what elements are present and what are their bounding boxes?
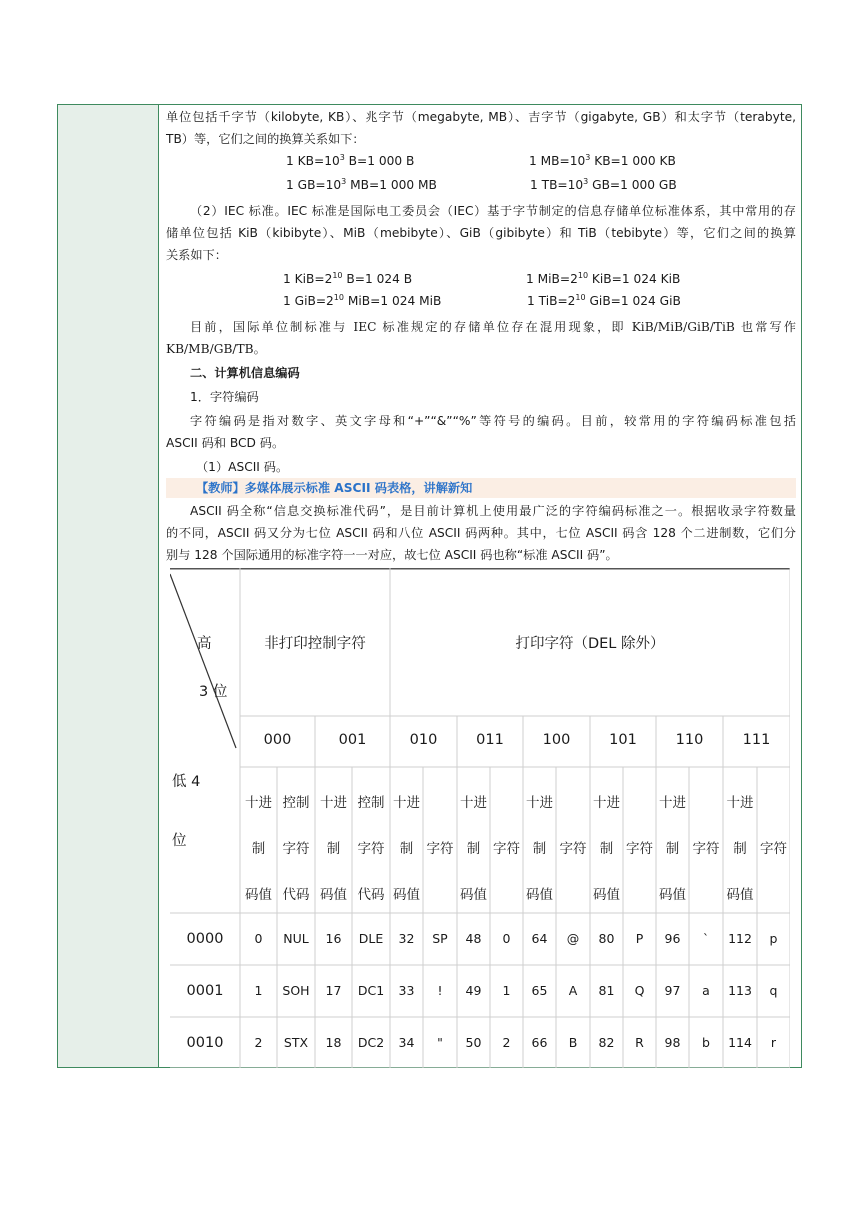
sub-header-char: 字符 (426, 841, 454, 857)
sub-header-line: 制 (399, 841, 414, 857)
formula-kb: 1 $KB=10^3$ B=1 000 B (286, 153, 415, 168)
sub-header-line: 码值 (526, 887, 553, 903)
table-cell: 48 (465, 931, 482, 946)
sub-header-line: 制 (733, 841, 747, 857)
table-cell: 50 (465, 1035, 482, 1050)
table-cell: 98 (664, 1035, 681, 1050)
table-cell: 114 (728, 1035, 752, 1050)
high-code-100: 100 (542, 732, 571, 748)
paragraph-line: ASCII 码全称“信息交换标准代码”，是目前计算机上使用最广泛的字符编码标准之一。根据收录字符数量 (190, 504, 796, 518)
sub-header-decimal (457, 780, 490, 918)
sub-heading: 1．字符编码 (190, 390, 259, 404)
sub-header-decimal (656, 780, 689, 918)
sub-header-decimal (240, 780, 277, 918)
sub-header-line: 码值 (393, 887, 420, 903)
group-header-print: 打印字符（DEL 除外） (515, 636, 665, 652)
table-cell: 2 (502, 1035, 511, 1050)
row-low-code: 0000 (186, 931, 224, 947)
high-code-101: 101 (609, 732, 637, 748)
row-low-code: 0001 (186, 983, 224, 999)
sub-header-line: 控制 (282, 795, 310, 811)
table-cell: 113 (728, 983, 752, 998)
high-code-110: 110 (675, 732, 704, 748)
paragraph-line: （2）IEC 标准。IEC 标准是国际电工委员会（IEC）基于字节制定的信息存储单位标准体系，其中常用的存 (190, 204, 796, 218)
sub-header-line: 十进 (593, 795, 620, 811)
sub-header-decimal (723, 780, 757, 918)
sub-header-line: 代码 (357, 887, 385, 903)
formula-gb: 1 $GB=10^3$ MB=1 000 MB (286, 177, 437, 192)
sub-header-decimal (590, 780, 623, 918)
sub-header-line: 控制 (357, 795, 385, 811)
sub-header-line: 十进 (393, 795, 420, 811)
formula-mib: 1 $MiB=2^{10}$ KiB=1 024 KiB (526, 271, 681, 286)
corner-high-label: 高 (197, 636, 212, 652)
table-cell: 80 (598, 931, 615, 946)
sub-header-line: 码值 (320, 887, 347, 903)
table-cell: P (635, 931, 644, 946)
paragraph-line: 字符编码是指对数字、英文字母和“+”“&”“%”等符号的编码。目前，较常用的字符编码标准包括 (190, 414, 796, 428)
table-cell: 81 (598, 983, 615, 998)
sub-header-char: 字符 (760, 841, 787, 857)
group-header-nonprint: 非打印控制字符 (264, 636, 366, 652)
paragraph-line: TB）等，它们之间的换算关系如下： (166, 132, 365, 146)
paragraph-line: 储单位包括 KiB（kibibyte）、MiB（mebibyte）、GiB（gibibyte）和 TiB（tebibyte）等，它们之间的换算 (166, 226, 796, 240)
ascii-table (170, 568, 790, 1068)
table-cell: NUL (283, 931, 309, 946)
table-cell: 32 (398, 931, 415, 946)
sub-header-line: 制 (466, 841, 481, 857)
table-cell: 112 (728, 931, 752, 946)
table-cell: 17 (325, 983, 342, 998)
sub-header-line: 字符 (357, 841, 385, 857)
table-cell: 16 (325, 931, 342, 946)
table-cell: DC1 (357, 983, 385, 998)
sub-header-line: 字符 (282, 841, 310, 857)
table-cell: ` (702, 931, 710, 946)
paragraph-line: KB/MB/GB/TB。 (166, 342, 266, 356)
sub-header-decimal (523, 780, 556, 918)
section-heading: 二、计算机信息编码 (190, 366, 300, 380)
teacher-note-text: 【教师】多媒体展示标准 ASCII 码表格，讲解新知 (196, 481, 473, 495)
table-cell: R (635, 1035, 644, 1050)
sub-header-decimal (315, 780, 352, 918)
sub-header-control-code (277, 780, 315, 918)
table-cell: 33 (398, 983, 415, 998)
table-cell: DLE (358, 931, 384, 946)
table-cell: " (437, 1035, 443, 1050)
table-cell: B (568, 1035, 578, 1050)
table-cell: 1 (254, 983, 263, 998)
sub-header-line: 代码 (282, 887, 310, 903)
row-low-code: 0010 (186, 1035, 224, 1051)
paragraph-line: 别与 128 个国际通用的标准字符一一对应，故七位 ASCII 码也称“标准 ASCII 码”。 (166, 548, 618, 562)
formula-kib: 1 $KiB=2^{10}$ B=1 024 B (283, 271, 413, 286)
sub-header-line: 十进 (526, 795, 553, 811)
table-cell: q (769, 983, 778, 998)
table-cell: r (770, 1035, 777, 1050)
sub-header-control-code (352, 780, 390, 918)
table-cell: 65 (531, 983, 548, 998)
table-cell: Q (634, 983, 645, 998)
paragraph-line: 目前，国际单位制标准与 IEC 标准规定的存储单位存在混用现象，即 KiB/MiB/GiB/TiB 也常写作 (190, 320, 796, 334)
table-cell: DC2 (357, 1035, 385, 1050)
corner-low-bits-label: 位 (172, 833, 187, 849)
high-code-111: 111 (742, 732, 771, 748)
table-cell: SP (432, 931, 448, 946)
table-cell: STX (283, 1035, 309, 1050)
sub-header-line: 制 (599, 841, 614, 857)
table-cell: 82 (598, 1035, 615, 1050)
table-cell: 0 (254, 931, 263, 946)
high-code-001: 001 (338, 732, 367, 748)
formula-tib: 1 $TiB=2^{10}$ GiB=1 024 GiB (527, 293, 681, 308)
formula-mb: 1 $MB=10^3$ KB=1 000 KB (529, 153, 676, 168)
paragraph-line: 单位包括千字节（kilobyte, KB）、兆字节（megabyte, MB）、吉字节（gigabyte, GB）和太字节（terabyte, (166, 110, 796, 124)
table-cell: 18 (325, 1035, 342, 1050)
table-cell: A (568, 983, 578, 998)
table-cell: a (702, 983, 710, 998)
table-cell: @ (566, 931, 580, 946)
sub-header-line: 十进 (460, 795, 487, 811)
table-cell: 1 (502, 983, 511, 998)
left-column (58, 105, 159, 1067)
sub-header-line: 制 (665, 841, 680, 857)
sub-header-line: 十进 (659, 795, 686, 811)
table-cell: 34 (398, 1035, 415, 1050)
sub-header-line: 十进 (320, 795, 347, 811)
table-cell: p (769, 931, 778, 946)
sub-header-line: 制 (326, 841, 341, 857)
paragraph-line: 关系如下： (166, 248, 227, 262)
sub-header-char: 字符 (559, 841, 587, 857)
sub-header-line: 制 (251, 841, 266, 857)
paragraph-line: ASCII 码和 BCD 码。 (166, 436, 285, 450)
sub-header-line: 码值 (460, 887, 487, 903)
table-cell: 96 (664, 931, 681, 946)
table-cell: 66 (531, 1035, 548, 1050)
sub-header-line: 十进 (726, 795, 754, 811)
sub-header-line: 十进 (245, 795, 272, 811)
sub-header-char: 字符 (692, 841, 720, 857)
teacher-note (166, 478, 796, 498)
corner-high-bits-label: 3 位 (199, 684, 228, 700)
paragraph-line: 的不同，ASCII 码又分为七位 ASCII 码和八位 ASCII 码两种。其中，七位 ASCII 码含 128 个二进制数，它们分 (166, 526, 796, 540)
table-cell: b (702, 1035, 710, 1050)
high-code-011: 011 (476, 732, 504, 748)
table-cell: 49 (465, 983, 482, 998)
formula-tb: 1 $TB=10^3$ GB=1 000 GB (530, 177, 677, 192)
sub-header-decimal (390, 780, 423, 918)
sub-header-line: 码值 (659, 887, 686, 903)
sub-header-line: 制 (532, 841, 547, 857)
sub-header-line: 码值 (593, 887, 620, 903)
high-code-010: 010 (409, 732, 438, 748)
corner-low-label: 低 4 (172, 774, 201, 790)
table-cell: ! (437, 983, 443, 998)
list-item-ascii: （1）ASCII 码。 (196, 460, 289, 474)
table-cell: 0 (502, 931, 511, 946)
table-cell: 97 (664, 983, 681, 998)
formula-gib: 1 $GiB=2^{10}$ MiB=1 024 MiB (283, 293, 442, 308)
table-cell: 2 (254, 1035, 263, 1050)
table-cell: 64 (531, 931, 548, 946)
sub-header-line: 码值 (726, 887, 754, 903)
sub-header-char: 字符 (493, 841, 520, 857)
table-cell: SOH (282, 983, 310, 998)
sub-header-char: 字符 (626, 841, 653, 857)
sub-header-line: 码值 (245, 887, 272, 903)
high-code-000: 000 (263, 732, 292, 748)
